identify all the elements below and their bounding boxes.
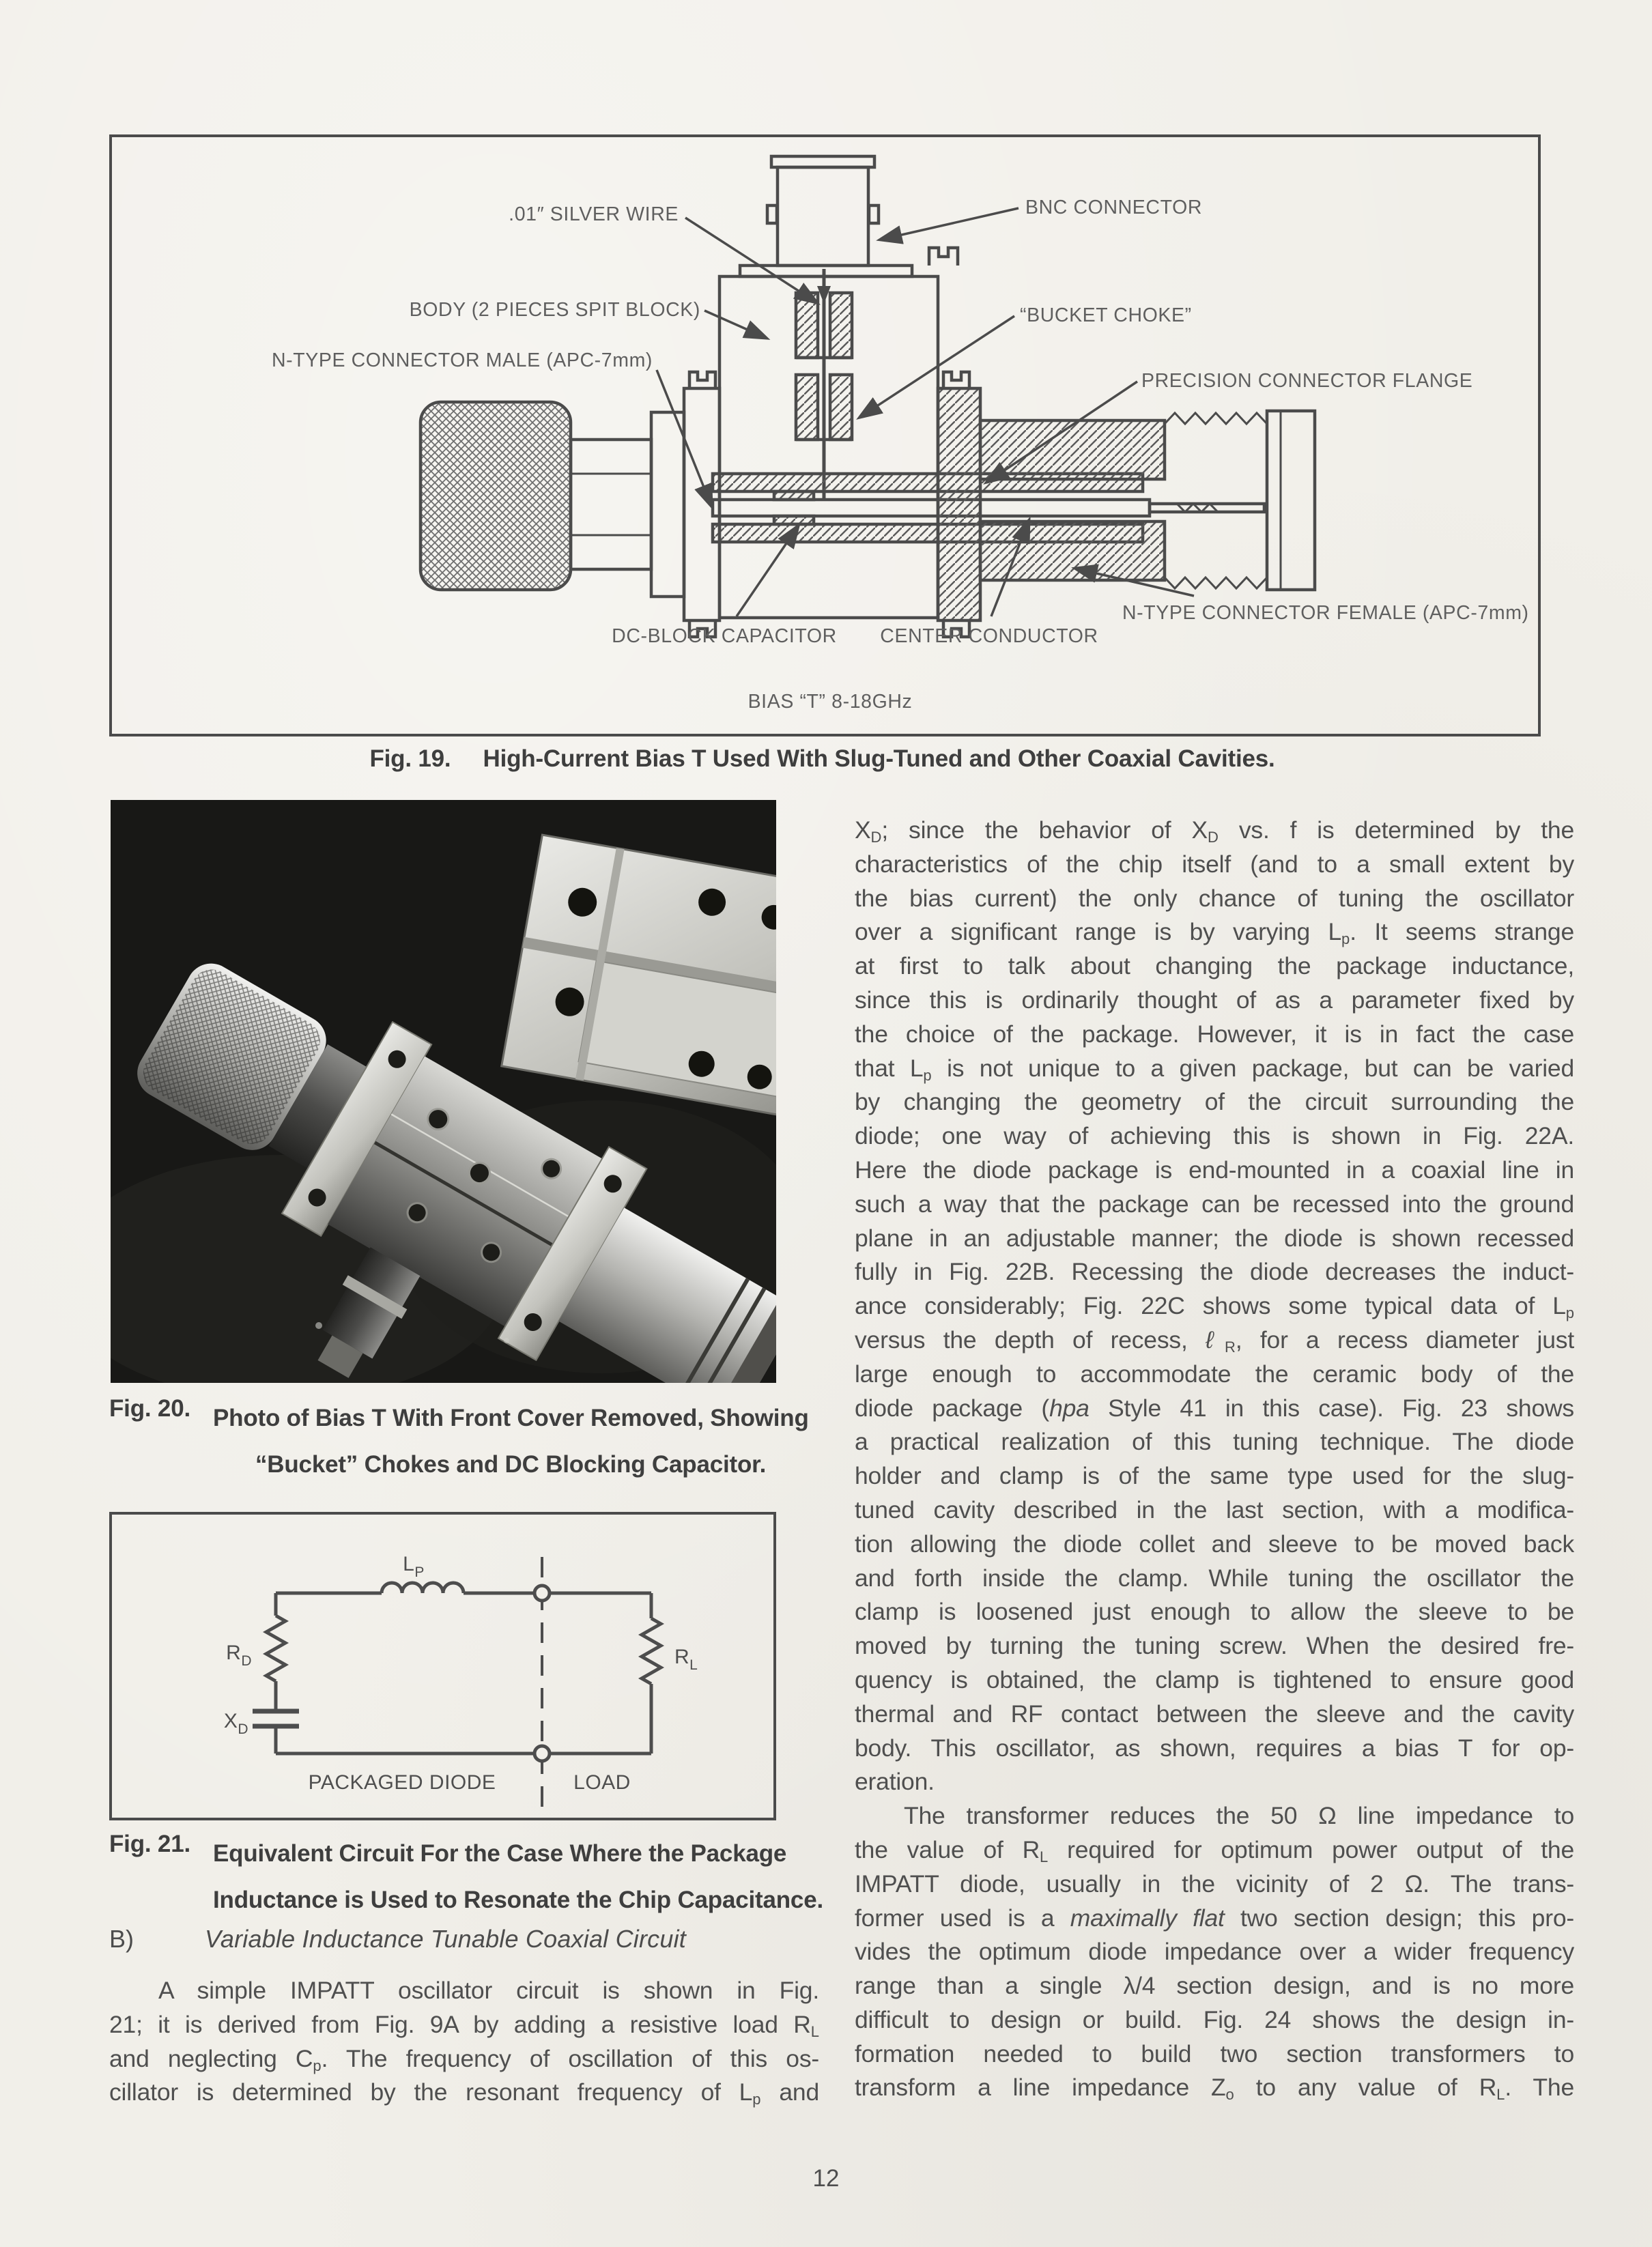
- label-center-conductor: CENTER CONDUCTOR: [880, 625, 1098, 647]
- resistor-rl-shape: [642, 1618, 661, 1684]
- text-line: clamp is loosened just enough to allow the sleeve to be: [855, 1598, 1574, 1626]
- text-line: moved by turning the tuning screw. When the desired fre-: [855, 1632, 1574, 1660]
- text-line: since this is ordinarily thought of as a parameter fixed by: [855, 986, 1574, 1014]
- label-rd: $R_D$: [226, 1642, 252, 1669]
- fig21-frame: [109, 1512, 776, 1820]
- text-line: over a significant range is by varying $L_p$. It seems strange: [855, 918, 1574, 948]
- fig21-caption-line1: Equivalent Circuit For the Case Where the Package: [213, 1840, 787, 1867]
- label-rl: $R_L$: [674, 1646, 698, 1673]
- node-bottom: [535, 1746, 550, 1761]
- text-line: formation needed to build two section transformers to: [855, 2040, 1574, 2067]
- text-line: Here the diode package is end-mounted in a coaxial line in: [855, 1156, 1574, 1184]
- fig20-caption-line1: Photo of Bias T With Front Cover Removed, Showing: [213, 1405, 809, 1431]
- label-bias-t-title: BIAS “T” 8-18GHz: [747, 691, 913, 713]
- precision-flange-shape: [938, 388, 980, 620]
- text-line: range than a single λ/4 section design, and is no more: [855, 1972, 1574, 2000]
- text-line: $X_D$; since the behavior of $X_D$ vs. f is determined by the: [855, 816, 1574, 846]
- label-xd: $X_D$: [223, 1710, 248, 1737]
- fig19-diagram: [112, 137, 1538, 734]
- label-body: BODY (2 PIECES SPIT BLOCK): [409, 299, 700, 321]
- text-line: eration.: [855, 1768, 935, 1796]
- text-line: by changing the geometry of the circuit surrounding the: [855, 1088, 1574, 1116]
- section-b-heading: [109, 1925, 819, 1953]
- text-line: fully in Fig. 22B. Recessing the diode decreases the induct-: [855, 1258, 1574, 1286]
- bias-t-cross-section: [421, 156, 1315, 637]
- fig20-caption: [109, 1395, 809, 1488]
- capacitor-xd-shape: [253, 1711, 299, 1726]
- text-line: that $L_p$ is not unique to a given package, but can be varied: [855, 1054, 1574, 1084]
- text-line: a practical realization of this tuning technique. The diode: [855, 1428, 1574, 1456]
- text-line: the choice of the package. However, it is in fact the case: [855, 1020, 1574, 1048]
- label-bnc-connector: BNC CONNECTOR: [1025, 197, 1203, 218]
- node-top: [535, 1586, 550, 1601]
- text-line: A simple IMPATT oscillator circuit is shown in Fig.: [158, 1977, 819, 2004]
- inductor-shape: [382, 1583, 464, 1593]
- fig19-caption-text: High-Current Bias T Used With Slug-Tuned and Other Coaxial Cavities.: [483, 745, 1275, 772]
- text-line: and neglecting $C_p$. The frequency of oscillation of this os-: [109, 2044, 819, 2074]
- text-line: at first to talk about changing the package inductance,: [855, 952, 1574, 980]
- text-line: The transformer reduces the 50 Ω line impedance to: [904, 1802, 1574, 1830]
- text-line: IMPATT diode, usually in the vicinity of 2 Ω. The trans-: [855, 1870, 1574, 1898]
- female-outer-nut: [1267, 411, 1315, 590]
- text-line: 21; it is derived from Fig. 9A by adding a resistive load $R_L$: [109, 2010, 819, 2040]
- right-column: [855, 814, 1574, 2105]
- thread-bottom: [1165, 577, 1267, 588]
- text-line: tuned cavity described in the last section, with a modifica-: [855, 1495, 1574, 1523]
- label-packaged-diode: PACKAGED DIODE: [308, 1771, 496, 1794]
- text-line: body. This oscillator, as shown, requires a bias T for op-: [855, 1734, 1574, 1762]
- dc-block-shape: [774, 491, 814, 500]
- fig19-frame: [109, 134, 1541, 736]
- female-body-top: [980, 420, 1165, 479]
- text-line: tion allowing the diode collet and sleeve to be moved back: [855, 1530, 1574, 1558]
- fig20-caption-line2: “Bucket” Chokes and DC Blocking Capacitor.: [255, 1451, 767, 1478]
- label-silver-wire: .01″ SILVER WIRE: [509, 203, 679, 225]
- label-precision-flange: PRECISION CONNECTOR FLANGE: [1141, 370, 1473, 392]
- text-line: plane in an adjustable manner; the diode is shown recessed: [855, 1224, 1574, 1252]
- fig19-caption-tag: Fig. 19.: [369, 745, 451, 772]
- section-b-title: Variable Inductance Tunable Coaxial Circuit: [205, 1925, 686, 1953]
- fig20-caption-tag: Fig. 20.: [109, 1395, 190, 1422]
- circuit-wires: [253, 1557, 661, 1807]
- text-line: thermal and RF contact between the sleeve and the cavity: [855, 1700, 1574, 1728]
- label-n-type-male: N-TYPE CONNECTOR MALE (APC-7mm): [271, 349, 653, 371]
- text-line: diode package (hpa Style 41 in this case). Fig. 23 shows: [855, 1394, 1574, 1422]
- male-mating-flange: [651, 412, 684, 597]
- fig21-caption-line2: Inductance is Used to Resonate the Chip Capacitance.: [213, 1887, 823, 1913]
- text-line: diode; one way of achieving this is shown in Fig. 22A.: [855, 1122, 1574, 1150]
- text-line: vides the optimum diode impedance over a wider frequency: [855, 1938, 1574, 1966]
- text-line: characteristics of the chip itself (and to a small extent by: [855, 850, 1574, 878]
- page-number: 12: [812, 2165, 840, 2192]
- text-line: ance considerably; Fig. 22C shows some typical data of $L_p$: [855, 1292, 1574, 1322]
- resistor-rd-shape: [266, 1616, 285, 1681]
- center-conductor-shape: [713, 500, 1150, 516]
- fig21-caption: [109, 1831, 823, 1923]
- text-line: versus the depth of recess, ℓ$_R$, for a recess diameter just: [855, 1326, 1574, 1356]
- text-line: former used is a maximally flat two section design; this pro-: [855, 1904, 1574, 1932]
- label-dc-block: DC-BLOCK CAPACITOR: [612, 625, 837, 647]
- fig20-photo-art: [111, 800, 776, 1383]
- castellation-right: [929, 248, 958, 266]
- label-lp: $L_P$: [403, 1553, 425, 1580]
- knurled-nut-shape: [421, 402, 571, 590]
- text-line: the value of $R_L$ required for optimum power output of the: [855, 1835, 1574, 1866]
- label-n-type-female: N-TYPE CONNECTOR FEMALE (APC-7mm): [1122, 602, 1529, 624]
- thread-top: [1165, 413, 1267, 424]
- text-line: large enough to accommodate the ceramic body of the: [855, 1360, 1574, 1388]
- text-line: difficult to design or build. Fig. 24 shows the design in-: [855, 2005, 1574, 2033]
- text-line: transform a line impedance $Z_o$ to any value of $R_L$. The: [855, 2074, 1574, 2104]
- fig21-caption-tag: Fig. 21.: [109, 1831, 190, 1857]
- fig21-circuit: [112, 1515, 773, 1818]
- fig20-photo: [111, 800, 776, 1383]
- text-line: such a way that the package can be recessed into the ground: [855, 1190, 1574, 1218]
- section-b-tag: B): [109, 1925, 134, 1953]
- text-line: quency is obtained, the clamp is tightened to ensure good: [855, 1665, 1574, 1693]
- male-shaft: [571, 440, 651, 569]
- text-line: the bias current) the only chance of tuning the oscillator: [855, 884, 1574, 912]
- label-bucket-choke: “BUCKET CHOKE”: [1020, 304, 1192, 326]
- text-line: cillator is determined by the resonant frequency of $L_p$ and: [109, 2078, 819, 2108]
- label-load: LOAD: [573, 1771, 631, 1794]
- text-line: and forth inside the clamp. While tuning the oscillator the: [855, 1564, 1574, 1592]
- fig19-caption: [109, 745, 1535, 773]
- bnc-connector-shape: [767, 156, 879, 266]
- text-line: holder and clamp is of the same type used for the slug-: [855, 1462, 1574, 1490]
- left-column-paragraph: [109, 1974, 819, 2110]
